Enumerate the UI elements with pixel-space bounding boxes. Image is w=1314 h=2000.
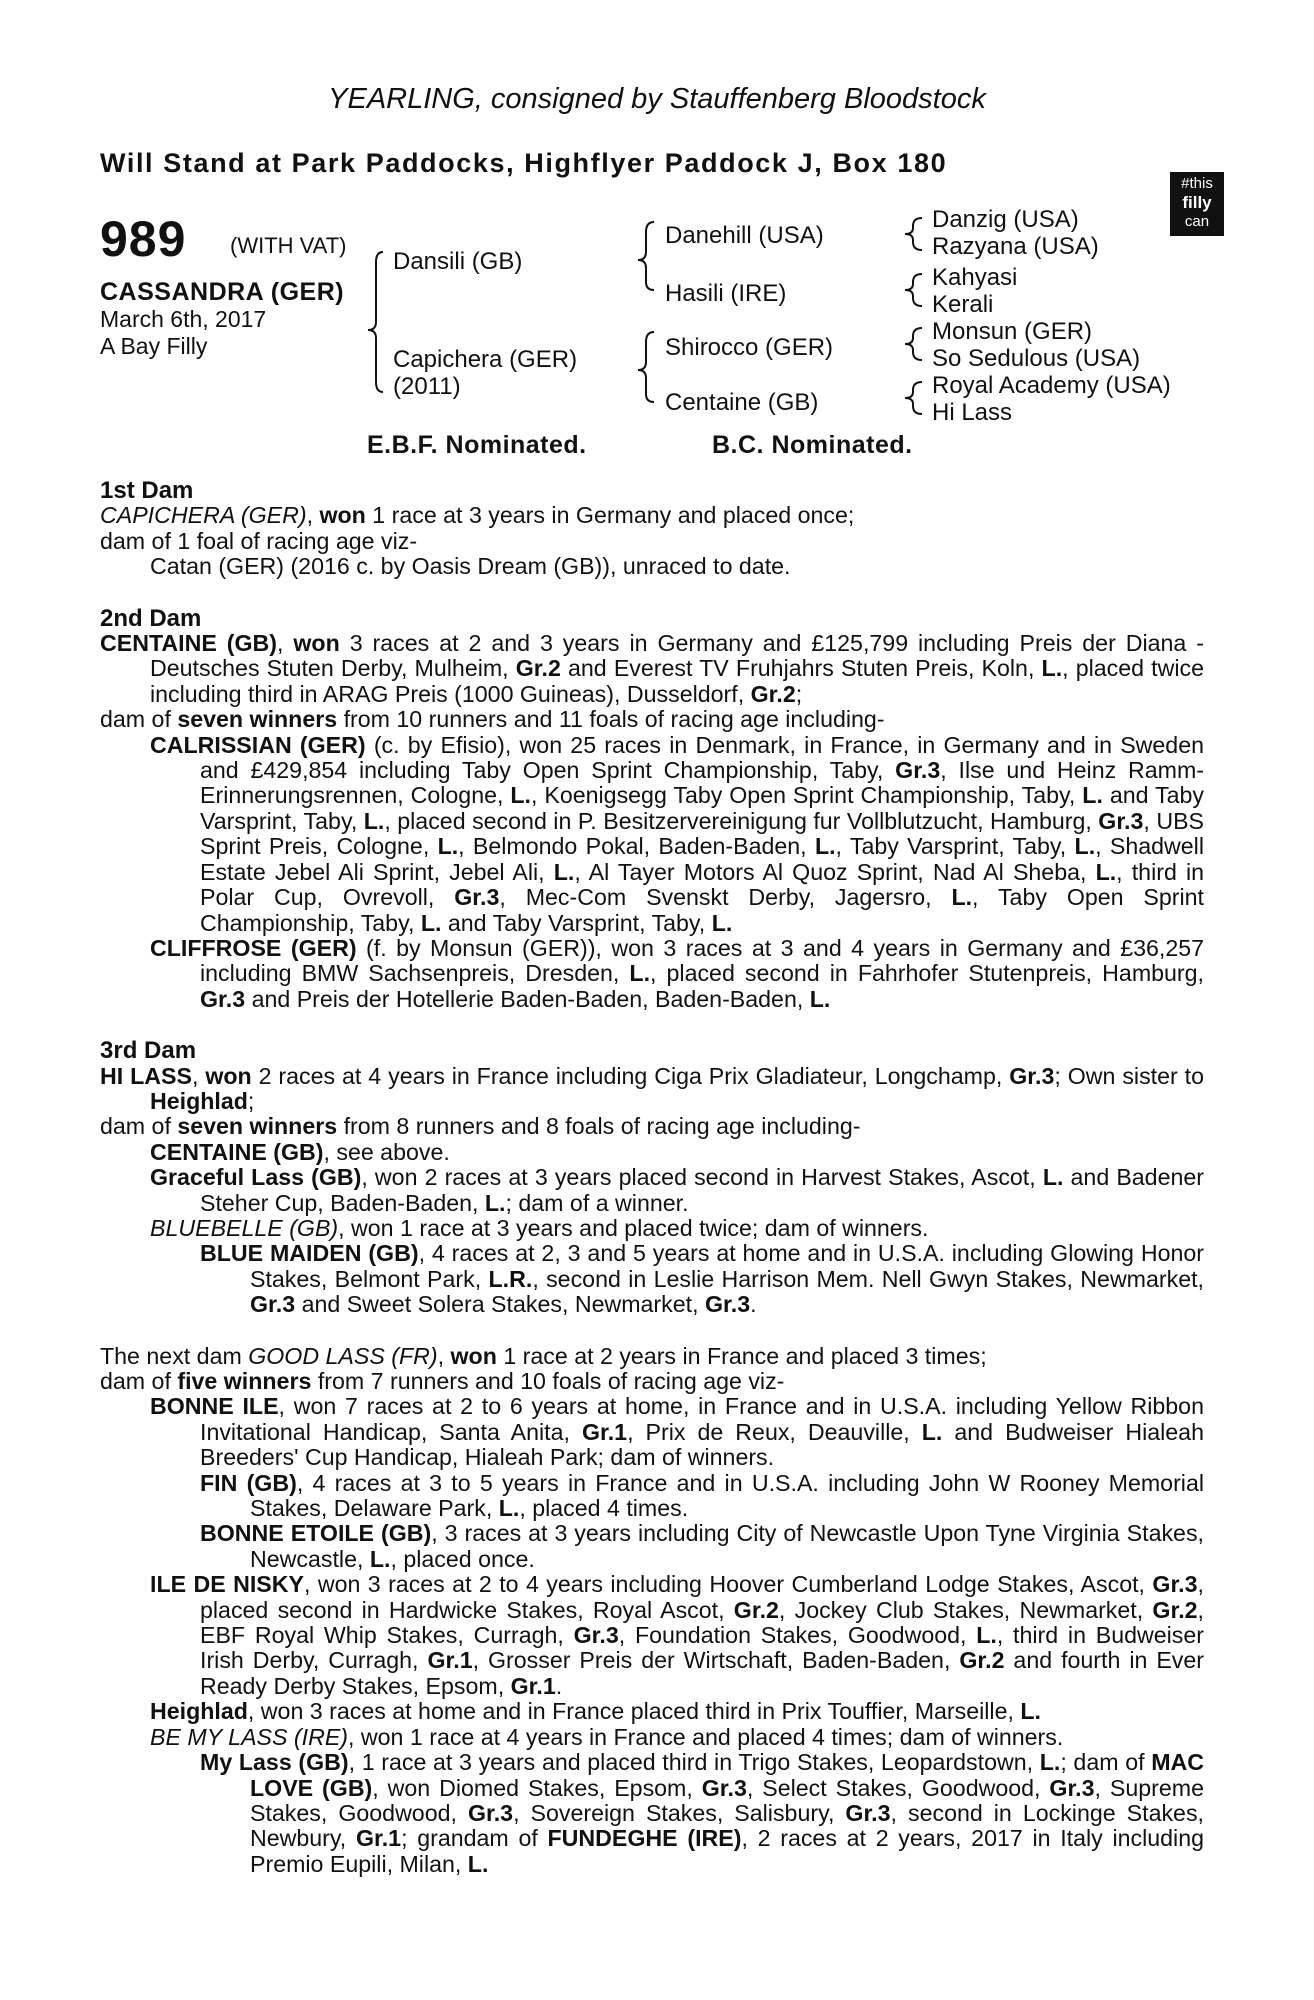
vat-note: (WITH VAT) bbox=[230, 233, 347, 258]
consignment-line: YEARLING, consigned by Stauffenberg Bloodstock bbox=[328, 83, 986, 115]
ancestor-4: Kerali bbox=[932, 291, 994, 318]
this-filly-can-logo: #this filly can bbox=[1170, 172, 1224, 236]
ancestor-6: So Sedulous (USA) bbox=[932, 345, 1141, 372]
ancestor-1: Danzig (USA) bbox=[932, 206, 1079, 233]
ancestor-3: Kahyasi bbox=[932, 264, 1018, 291]
horse-description: A Bay Filly bbox=[100, 333, 208, 359]
lot-number: 989 bbox=[100, 211, 187, 267]
ancestor-2: Razyana (USA) bbox=[932, 233, 1099, 260]
dam-year: (2011) bbox=[393, 373, 461, 400]
ebf-nominated: E.B.F. Nominated. bbox=[367, 431, 587, 459]
ancestor-7: Royal Academy (USA) bbox=[932, 372, 1171, 399]
stabling-location: Will Stand at Park Paddocks, Highflyer Paddock J, Box 180 bbox=[100, 148, 948, 178]
dam: Capichera (GER) bbox=[393, 346, 578, 373]
dam-sire: Shirocco (GER) bbox=[665, 334, 834, 361]
horse-name: CASSANDRA (GER) bbox=[100, 278, 345, 306]
foaling-date: March 6th, 2017 bbox=[100, 306, 267, 332]
catalogue-page-text: 1st Dam CAPICHERA (GER), won 1 race at 3 years in Germany and placed once; dam of 1 foal of racing age viz- Catan (GER) (2016 c. by Oasis Dream (GB)), unraced to date. 2nd Dam CENTAINE (GB), won 3 races at 2 and 3 years in Germany and £125,799 including Preis der Diana - Deutsches Stuten Derby, Mulheim, Gr.2 and Everest TV Fruhjahrs Stuten Preis, Koln, L., placed twice including third in ARAG Preis (1000 Guineas), Dusseldorf, Gr.2; dam of seven winners from 10 runners and 11 foals of racing age including- CALRISSIAN (GER) (c. by Efisio), won 25 races in Denmark, in France, in Germany and in Sweden and £429,854 including Taby Open Sprint Championship, Taby, Gr.3, Ilse und Heinz Ramm-Erinnerungsrennen, Cologne, L., Koenigsegg Taby Open Sprint Championship, Taby, L. and Taby Varsprint, Taby, L., placed second in P. Besitzervereinigung fur Vollblutzucht, Hamburg, Gr.3, UBS Sprint Preis, Cologne, L., Belmondo Pokal, Baden-Baden, L., Taby Varsprint, Taby, L., Shadwell Estate Jebel Ali Sprint, Jebel Ali, L., Al Tayer Motors Al Quoz Sprint, Nad Al Sheba, L., third in Polar Cup, Ovrevoll, Gr.3, Mec-Com Svenskt Derby, Jagersro, L., Taby Open Sprint Championship, Taby, L. and Taby Varsprint, Taby, L. CLIFFROSE (GER) (f. by Monsun (GER)), won 3 races at 3 and 4 years in Germany and £36,257 including BMW Sachsenpreis, Dresden, L., placed second in Fahrhofer Stutenpreis, Hamburg, Gr.3 and Preis der Hotellerie Baden-Baden, Baden-Baden, L. 3rd Dam HI LASS, won 2 races at 4 years in France including Ciga Prix Gladiateur, Longchamp, Gr.3; Own sister to Heighlad; dam of seven winners from 8 runners and 8 foals of racing age including- CENTAINE (GB), see above. Graceful Lass (GB), won 2 races at 3 years placed second in Harvest Stakes, Ascot, L. and Badener Steher Cup, Baden-Baden, L.; dam of a winner. BLUEBELLE (GB), won 1 race at 3 years and placed twice; dam of winners. BLUE MAIDEN (GB), 4 races at 2, 3 and 5 years at home and in U.S.A. including Glowing Honor Stakes, Belmont Park, L.R., second in Leslie Harrison Mem. Nell Gwyn Stakes, Newmarket, Gr.3 and Sweet Solera Stakes, Newmarket, Gr.3. The next dam GOOD LASS (FR), won 1 race at 2 years in France and placed 3 times; dam of five winners from 7 runners and 10 foals of racing age viz- BONNE ILE, won 7 races at 2 to 6 years at home, in France and in U.S.A. including Yellow Ribbon Invitational Handicap, Santa Anita, Gr.1, Prix de Reux, Deauville, L. and Budweiser Hialeah Breeders' Cup Handicap, Hialeah Park; dam of winners. FIN (GB), 4 races at 3 to 5 years in France and in U.S.A. including John W Rooney Memorial Stakes, Delaware Park, L., placed 4 times. BONNE ETOILE (GB), 3 races at 3 years including City of Newcastle Upon Tyne Virginia Stakes, Newcastle, L., placed once. ILE DE NISKY, won 3 races at 2 to 4 years including Hoover Cumberland Lodge Stakes, Ascot, Gr.3, placed second in Hardwicke Stakes, Royal Ascot, Gr.2, Jockey Club Stakes, Newmarket, Gr.2, EBF Royal Whip Stakes, Curragh, Gr.3, Foundation Stakes, Goodwood, L., third in Budweiser Irish Derby, Curragh, Gr.1, Grosser Preis der Wirtschaft, Baden-Baden, Gr.2 and fourth in Ever Ready Derby Stakes, Epsom, Gr.1. Heighlad, won 3 races at home and in France placed third in Prix Touffier, Marseille, L. BE MY LASS (IRE), won 1 race at 4 years in France and placed 4 times; dam of winners. My Lass (GB), 1 race at 3 years and placed third in Trigo Stakes, Leopardstown, L.; dam of MAC LOVE (GB), won Diomed Stakes, Epsom, Gr.3, Select Stakes, Goodwood, Gr.3, Supreme Stakes, Goodwood, Gr.3, Sovereign Stakes, Salisbury, Gr.3, second in Lockinge Stakes, Newbury, Gr.1; grandam of FUNDEGHE (IRE), 2 races at 2 years, 2017 in Italy including Premio Eupili, Milan, L. bbox=[100, 477, 1205, 1877]
sire-sire: Danehill (USA) bbox=[665, 222, 824, 249]
dam-dam: Centaine (GB) bbox=[665, 389, 819, 416]
sire: Dansili (GB) bbox=[393, 248, 523, 275]
sire-dam: Hasili (IRE) bbox=[665, 280, 787, 307]
ancestor-8: Hi Lass bbox=[932, 399, 1013, 426]
bc-nominated: B.C. Nominated. bbox=[712, 431, 913, 459]
ancestor-5: Monsun (GER) bbox=[932, 318, 1093, 345]
